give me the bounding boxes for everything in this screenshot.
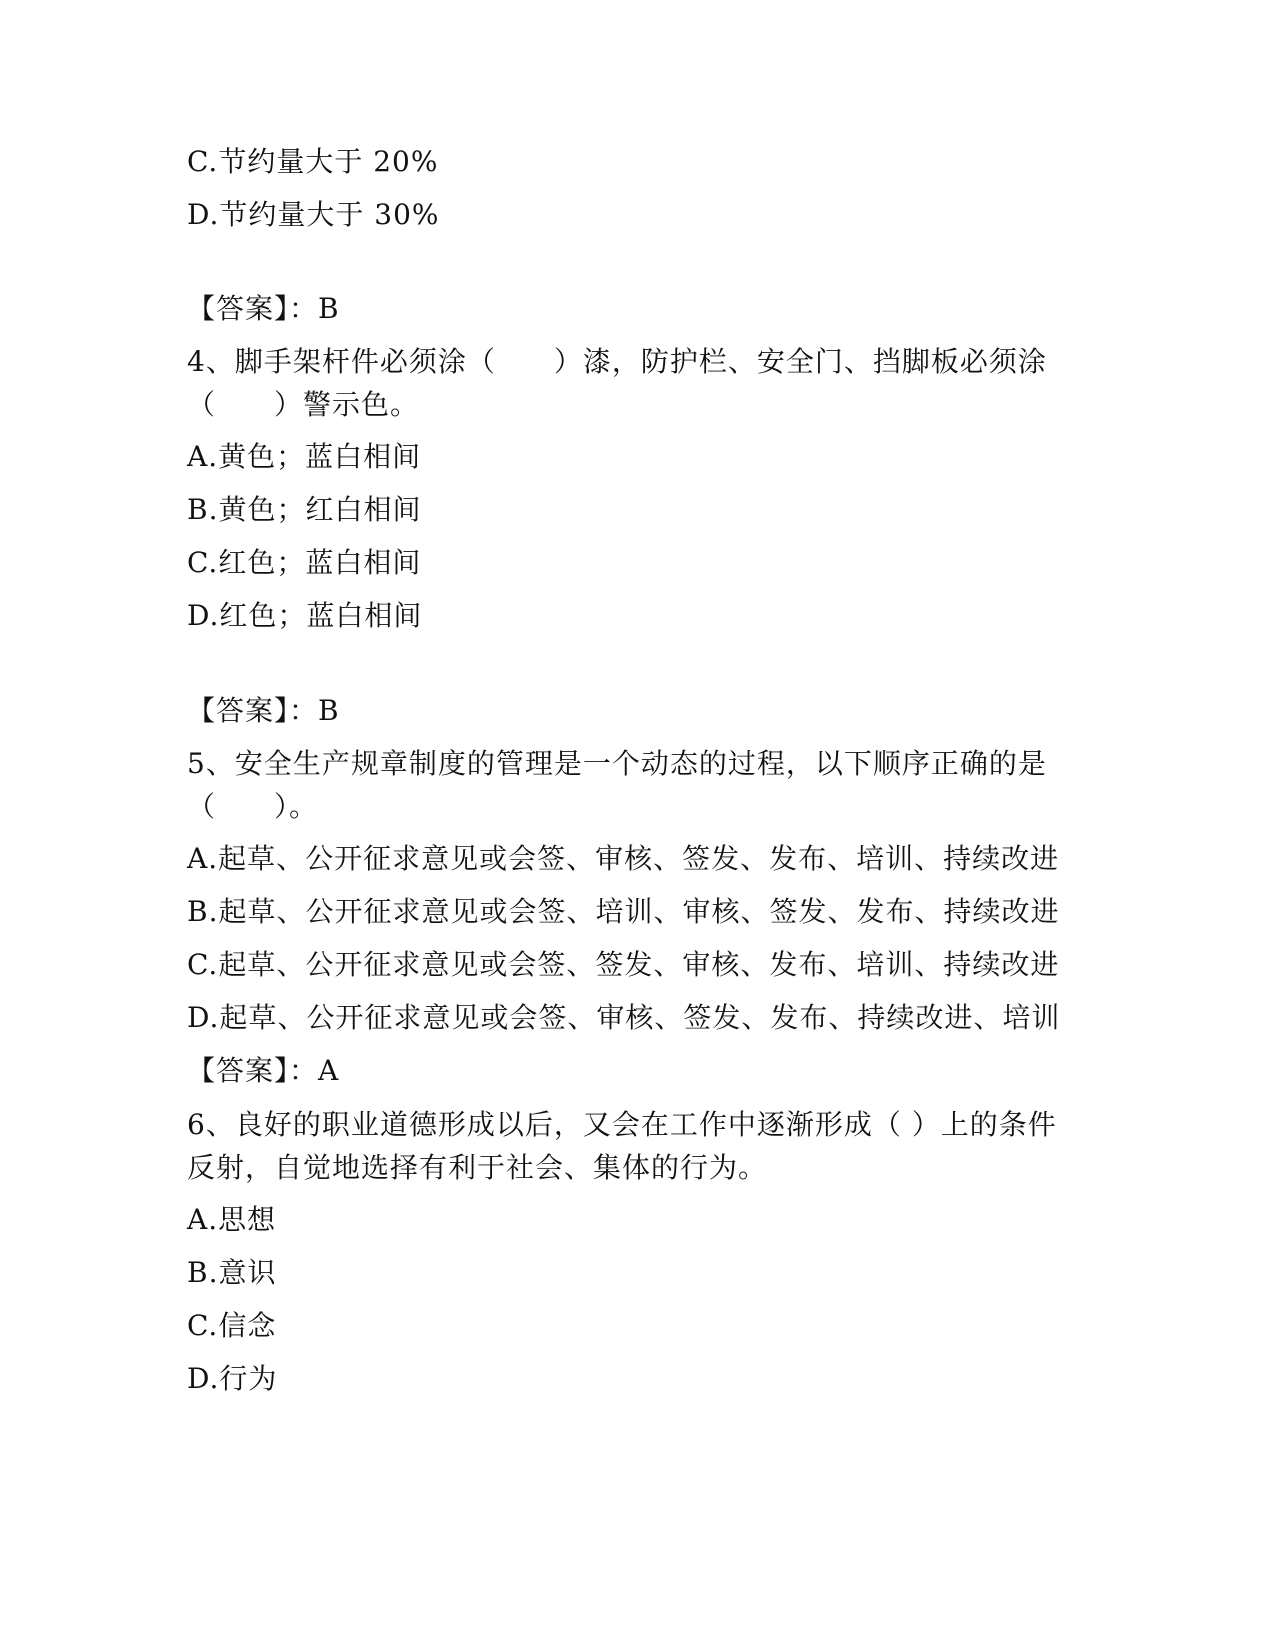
q5-option-b: B.起草、公开征求意见或会签、培训、审核、签发、发布、持续改进	[187, 895, 1060, 928]
option-d-prev: D.节约量大于 30%	[187, 198, 440, 231]
answer-label: 【答案】：A	[187, 1054, 340, 1087]
q4-option-a: A.黄色；蓝白相间	[187, 440, 422, 473]
option-c-prev: C.节约量大于 20%	[187, 145, 439, 178]
q5-option-d: D.起草、公开征求意见或会签、审核、签发、发布、持续改进、培训	[187, 1001, 1061, 1034]
question-4-stem: 4、脚手架杆件必须涂（ ）漆，防护栏、安全门、挡脚板必须涂（ ）警示色。	[187, 345, 1047, 421]
q6-option-a: A.思想	[187, 1203, 277, 1236]
q4-option-d: D.红色；蓝白相间	[187, 599, 423, 632]
q5-option-a: A.起草、公开征求意见或会签、审核、签发、发布、培训、持续改进	[187, 842, 1060, 875]
answer-label: 【答案】：B	[187, 292, 340, 325]
question-6-stem: 6、良好的职业道德形成以后，又会在工作中逐渐形成（ ）上的条件反射，自觉地选择有利于社会、集体的行为。	[187, 1108, 1057, 1184]
q6-option-d: D.行为	[187, 1362, 278, 1395]
q6-option-b: B.意识	[187, 1256, 277, 1289]
q4-option-b: B.黄色；红白相间	[187, 493, 422, 526]
q4-option-c: C.红色；蓝白相间	[187, 546, 422, 579]
answer-label: 【答案】：B	[187, 694, 340, 727]
q6-option-c: C.信念	[187, 1309, 277, 1342]
q5-option-c: C.起草、公开征求意见或会签、签发、审核、发布、培训、持续改进	[187, 948, 1060, 981]
question-5-stem: 5、安全生产规章制度的管理是一个动态的过程，以下顺序正确的是（ ）。	[187, 747, 1047, 823]
